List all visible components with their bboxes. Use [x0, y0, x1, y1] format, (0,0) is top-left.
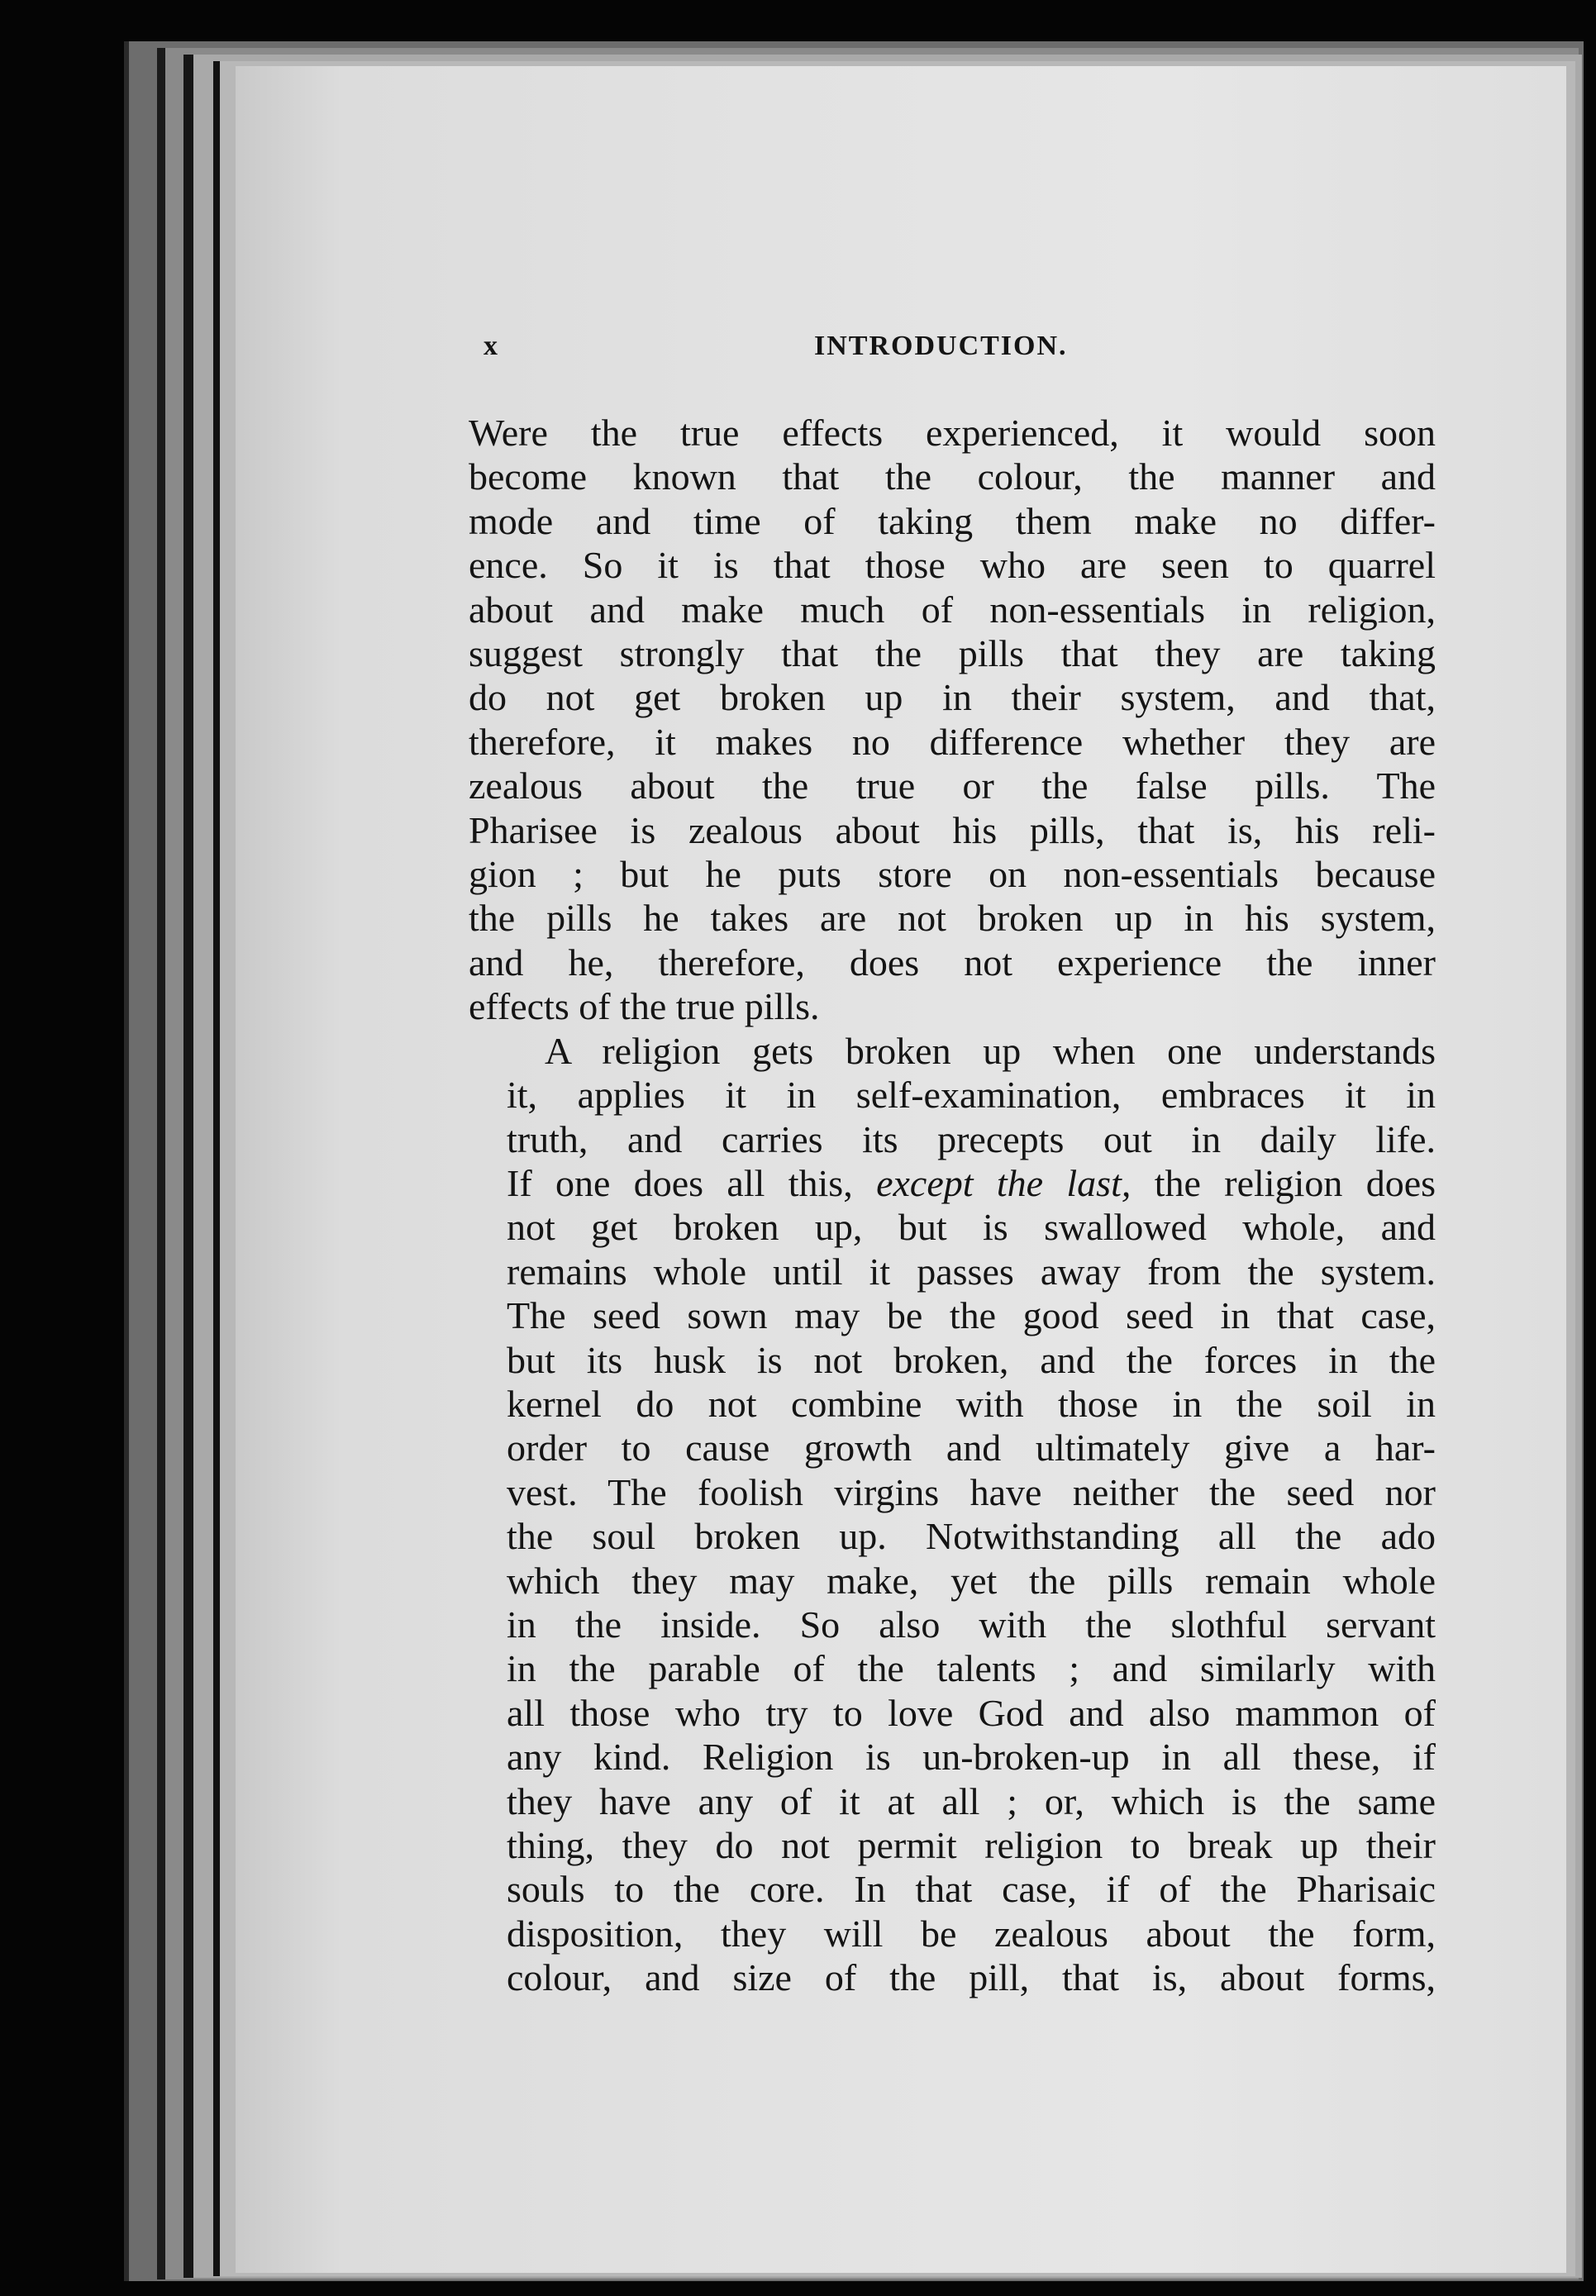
text-line: not get broken up, but is swallowed whole, and	[507, 1206, 1436, 1249]
body-text	[469, 411, 1436, 2000]
text-line: become known that the colour, the manner and	[469, 455, 1436, 498]
text-line: disposition, they will be zealous about the form,	[507, 1912, 1436, 1955]
text-line: in the parable of the talents ; and similarly with	[507, 1647, 1436, 1690]
text-line: do not get broken up in their system, and that,	[469, 676, 1436, 719]
text-line-with-emphasis	[469, 1161, 1436, 1205]
text-line: truth, and carries its precepts out in daily life.	[507, 1117, 1436, 1160]
running-head: INTRODUCTION.	[814, 331, 1068, 361]
text-run: the religion does	[1131, 1161, 1436, 1204]
text-line: thing, they do not permit religion to break up their	[507, 1824, 1436, 1866]
text-line: all those who try to love God and also mammon of	[507, 1691, 1436, 1734]
text-line: The seed sown may be the good seed in that case,	[507, 1294, 1436, 1337]
text-line: suggest strongly that the pills that they are taking	[469, 632, 1436, 675]
paragraph	[469, 411, 1436, 1029]
text-run: If one does all this,	[507, 1161, 877, 1204]
text-line: mode and time of taking them make no differ-	[469, 499, 1436, 542]
text-line: therefore, it makes no difference whether they are	[469, 720, 1436, 763]
text-line: vest. The foolish virgins have neither the seed nor	[507, 1470, 1436, 1513]
text-line: ence. So it is that those who are seen to quarrel	[469, 544, 1436, 587]
paragraph	[469, 1029, 1436, 2000]
italic-phrase: except the last,	[876, 1161, 1131, 1204]
book-page	[236, 66, 1566, 2273]
text-line: gion ; but he puts store on non-essentials because	[469, 853, 1436, 896]
text-line: colour, and size of the pill, that is, about forms,	[507, 1956, 1436, 1999]
text-line: the soul broken up. Notwithstanding all the ado	[507, 1515, 1436, 1558]
text-line: about and make much of non-essentials in religion,	[469, 588, 1436, 631]
page-number: x	[484, 331, 499, 361]
text-line: and he, therefore, does not experience the inner	[469, 941, 1436, 984]
text-line: the pills he takes are not broken up in his system,	[469, 897, 1436, 940]
text-line: A religion gets broken up when one understands	[545, 1029, 1436, 1072]
text-line: any kind. Religion is un-broken-up in all these, if	[507, 1736, 1436, 1779]
text-line: Were the true effects experienced, it would soon	[469, 412, 1436, 454]
text-line: kernel do not combine with those in the soil in	[507, 1382, 1436, 1425]
text-line: remains whole until it passes away from the system.	[507, 1250, 1436, 1293]
text-line: zealous about the true or the false pills. The	[469, 765, 1436, 807]
text-line: they have any of it at all ; or, which is the same	[507, 1779, 1436, 1822]
text-line: which they may make, yet the pills remain whole	[507, 1559, 1436, 1602]
text-line: souls to the core. In that case, if of the Pharisaic	[507, 1868, 1436, 1911]
text-line: in the inside. So also with the slothful servant	[507, 1603, 1436, 1646]
text-line: order to cause growth and ultimately give a har-	[507, 1427, 1436, 1470]
text-line: it, applies it in self-examination, embraces it in	[507, 1074, 1436, 1117]
text-line: but its husk is not broken, and the forces in the	[507, 1338, 1436, 1381]
text-line: effects of the true pills.	[469, 985, 820, 1028]
text-line: Pharisee is zealous about his pills, that is, his reli-	[469, 808, 1436, 851]
